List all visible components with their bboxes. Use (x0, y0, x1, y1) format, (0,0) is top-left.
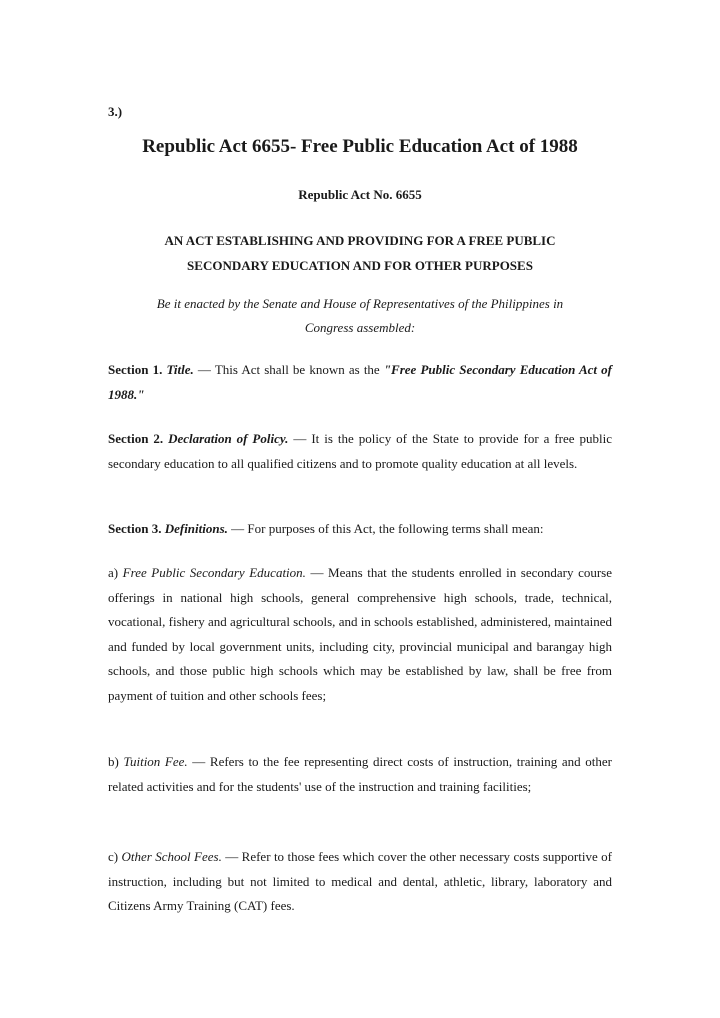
definition-b (108, 750, 612, 799)
definition-b-term: Tuition Fee. (123, 754, 188, 769)
section-1-short-title: "Free Public Secondary Education Act of 1988." (108, 362, 612, 402)
section-3-label: Section 3. (108, 521, 162, 536)
section-3 (108, 517, 612, 542)
definition-b-prefix: b) (108, 754, 124, 769)
definition-a (108, 561, 612, 708)
definition-b-text: — Refers to the fee representing direct costs of instruction, training and other related activities and for the students' use of the instruction and training facilities; (108, 754, 612, 794)
act-number: Republic Act No. 6655 (298, 187, 422, 202)
definition-c (108, 845, 612, 919)
section-3-heading: Definitions. (164, 521, 228, 536)
section-2-text: — It is the policy of the State to provide for a free public secondary education to all qualified citizens and to promote quality education at all levels. (108, 431, 612, 471)
enacting-clause (108, 292, 612, 340)
section-1 (108, 358, 612, 407)
definition-c-term: Other School Fees. (121, 849, 222, 864)
enacting-clause-line-2: Congress assembled: (304, 320, 416, 335)
definition-a-term: Free Public Secondary Education. (122, 565, 306, 580)
act-title (108, 228, 612, 278)
section-1-text: — This Act shall be known as the (193, 362, 384, 377)
act-title-line-2: SECONDARY EDUCATION AND FOR OTHER PURPOSES (187, 258, 533, 273)
section-1-label: Section 1. (108, 362, 163, 377)
section-2 (108, 427, 612, 476)
definition-a-text: — Means that the students enrolled in secondary course offerings in national high schools, general comprehensive high schools, trade, technical, vocational, fishery and agricultural schools, and in schools established, administered, maintained and funded by local government units, including city, provincial municipal and barangay high schools, and those public high schools which may be established by law, shall be free from payment of tuition and other schools fees; (108, 565, 612, 703)
definition-a-prefix: a) (108, 565, 123, 580)
section-1-heading: Title. (166, 362, 194, 377)
act-title-line-1: AN ACT ESTABLISHING AND PROVIDING FOR A FREE PUBLIC (164, 233, 556, 248)
definition-c-prefix: c) (108, 849, 122, 864)
section-3-text: — For purposes of this Act, the following terms shall mean: (227, 521, 544, 536)
definition-c-text: — Refer to those fees which cover the other necessary costs supportive of instruction, including but not limited to medical and dental, athletic, library, laboratory and Citizens Army Training (CAT) fees. (108, 849, 612, 913)
section-2-heading: Declaration of Policy. (168, 431, 289, 446)
item-number: 3.) (108, 104, 123, 119)
section-2-label: Section 2. (108, 431, 164, 446)
page-title: Republic Act 6655- Free Public Education Act of 1988 (142, 136, 578, 157)
enacting-clause-line-1: Be it enacted by the Senate and House of Representatives of the Philippines in (156, 296, 564, 311)
